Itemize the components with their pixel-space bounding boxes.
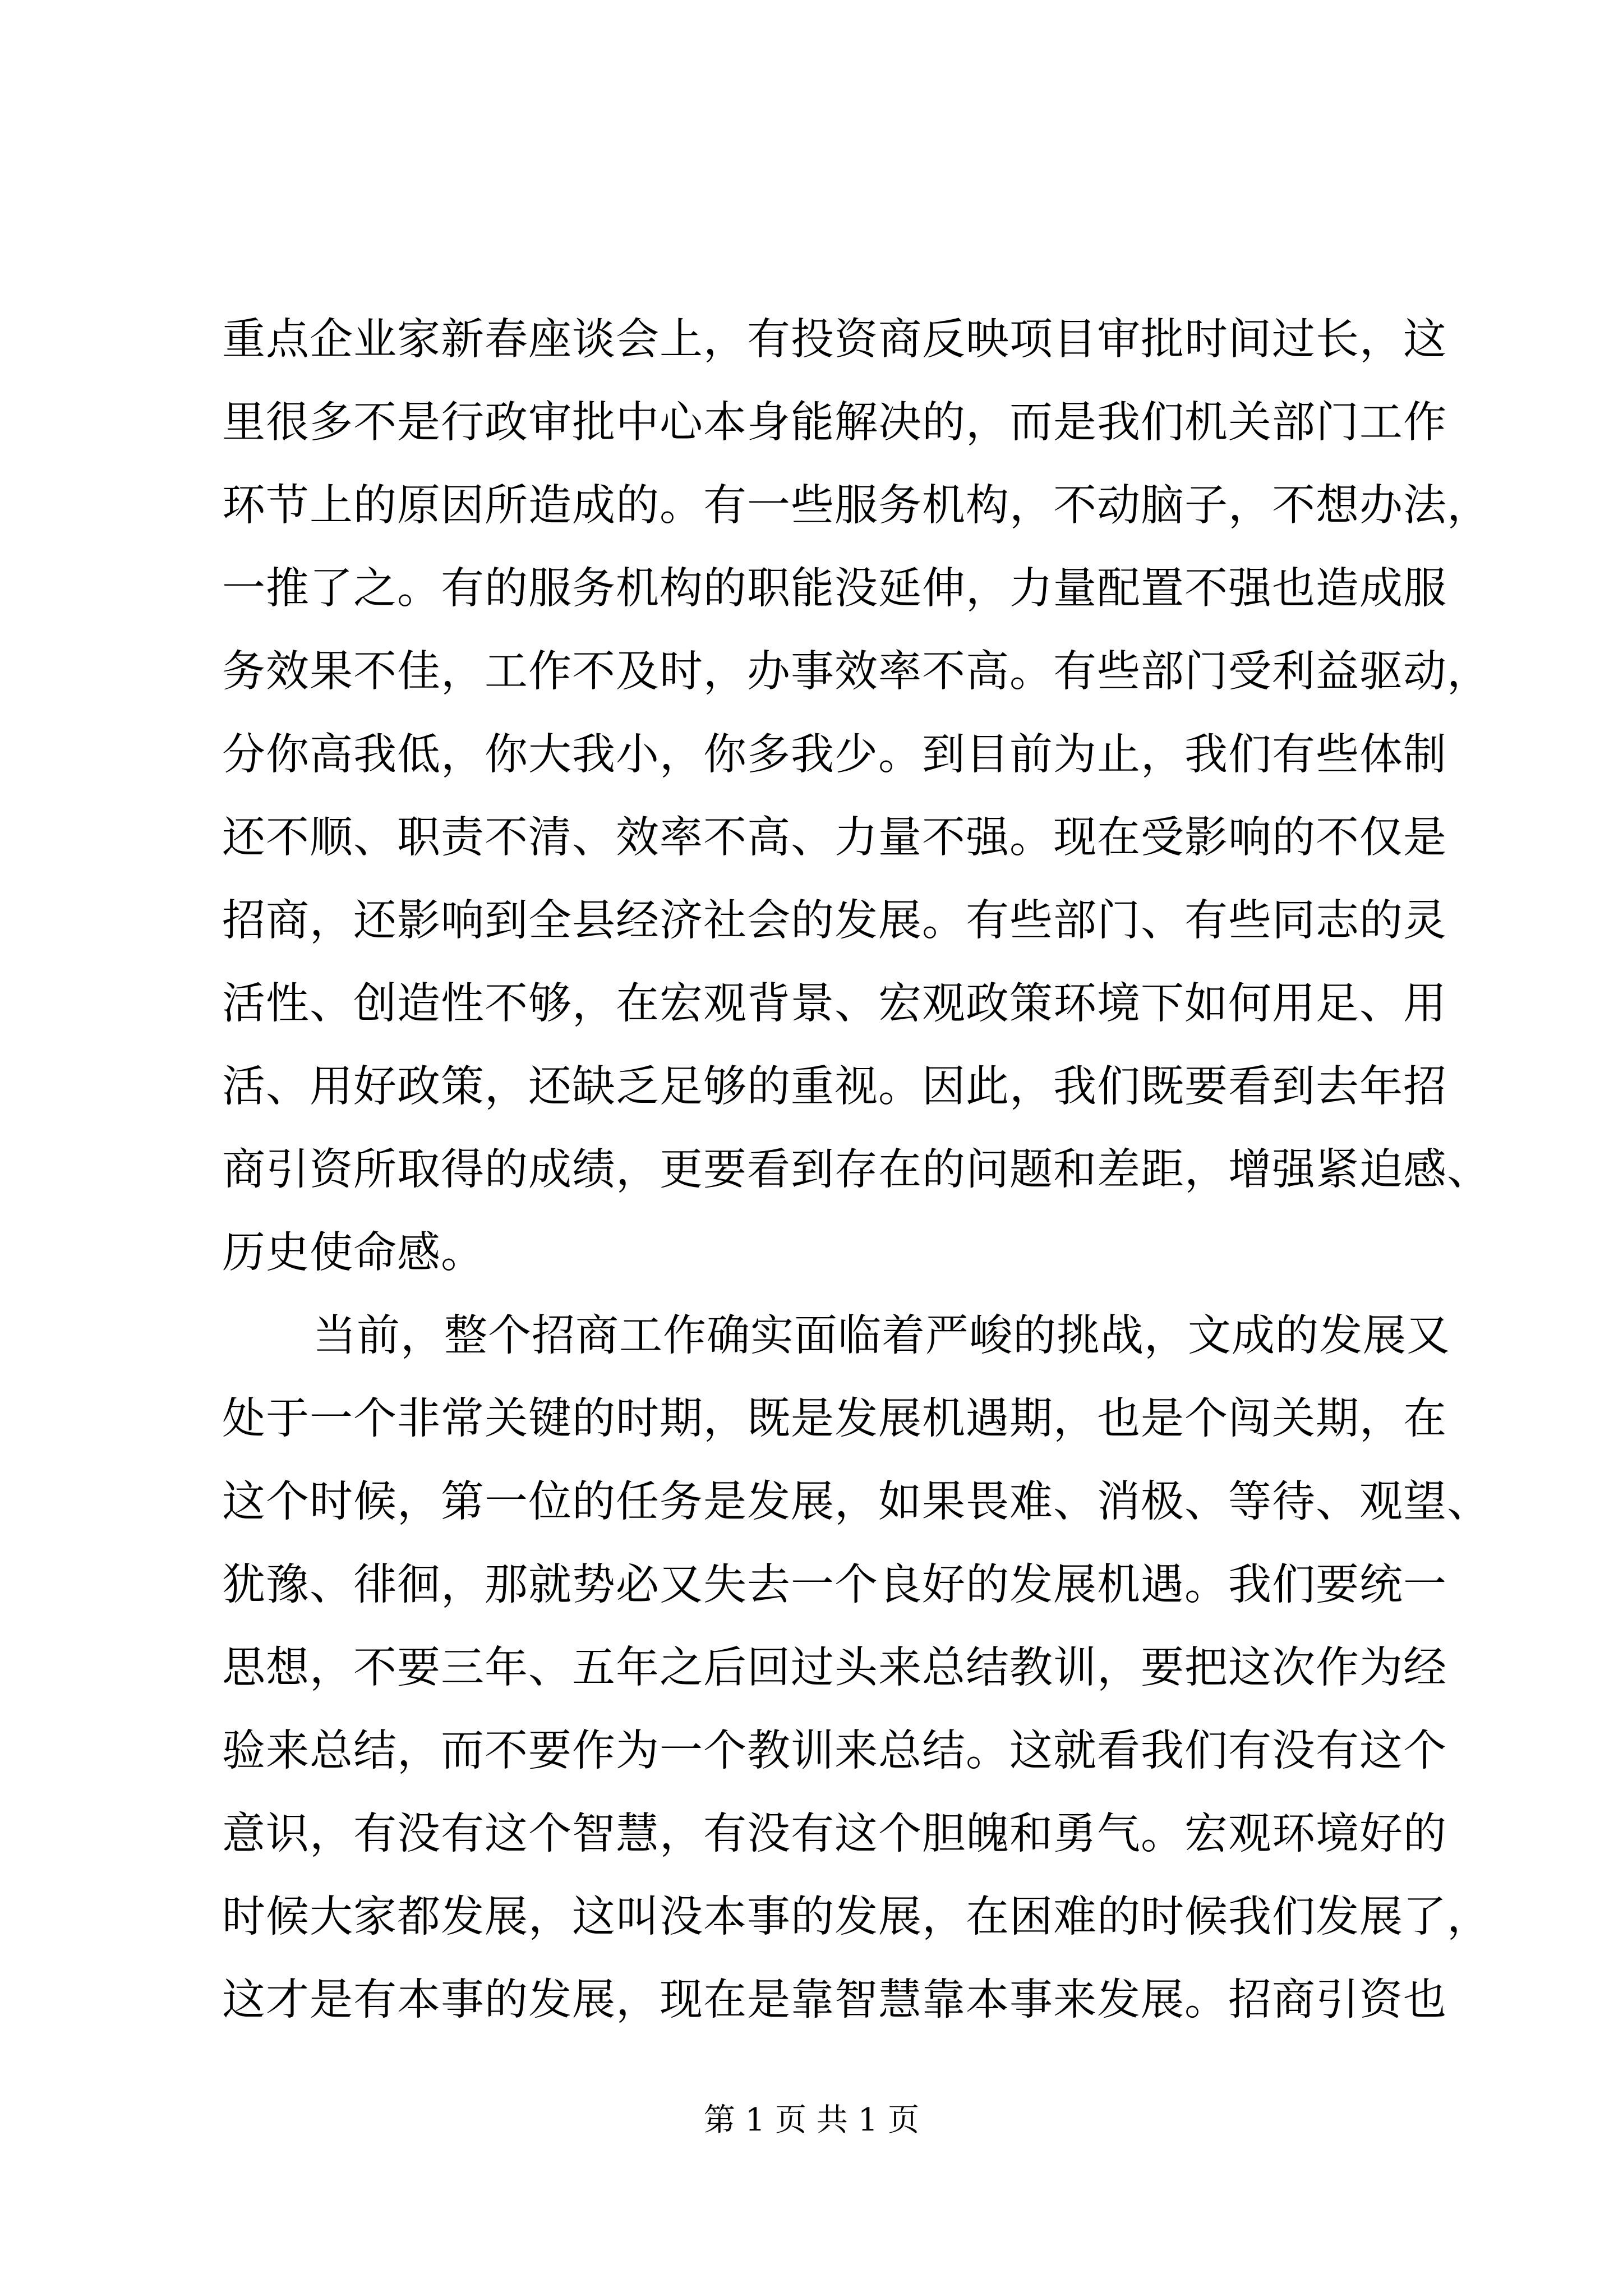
- text-line: 还不顺、职责不清、效率不高、力量不强。现在受影响的不仅是: [222, 813, 1447, 863]
- text-line: 这才是有本事的发展，现在是靠智慧靠本事来发展。招商引资也: [222, 1975, 1447, 2025]
- text-line: 招商，还影响到全县经济社会的发展。有些部门、有些同志的灵: [222, 896, 1447, 946]
- text-line: 时候大家都发展，这叫没本事的发展，在困难的时候我们发展了，: [222, 1892, 1491, 1942]
- text-line: 里很多不是行政审批中心本身能解决的，而是我们机关部门工作: [222, 398, 1447, 448]
- page-footer: 第 1 页 共 1 页: [703, 2102, 920, 2138]
- text-line: 一推了之。有的服务机构的职能没延伸，力量配置不强也造成服: [222, 564, 1447, 614]
- text-line: 思想，不要三年、五年之后回过头来总结教训，要把这次作为经: [222, 1643, 1447, 1693]
- text-line: 重点企业家新春座谈会上，有投资商反映项目审批时间过长，这: [222, 315, 1447, 365]
- text-line: 环节上的原因所造成的。有一些服务机构，不动脑子，不想办法，: [222, 481, 1491, 531]
- text-line: 活、用好政策，还缺乏足够的重视。因此，我们既要看到去年招: [222, 1062, 1447, 1112]
- text-line: 分你高我低，你大我小，你多我少。到目前为止，我们有些体制: [222, 730, 1447, 780]
- text-line: 犹豫、徘徊，那就势必又失去一个良好的发展机遇。我们要统一: [222, 1560, 1447, 1610]
- text-line: 意识，有没有这个智慧，有没有这个胆魄和勇气。宏观环境好的: [222, 1809, 1447, 1859]
- text-line: 商引资所取得的成绩，更要看到存在的问题和差距，增强紧迫感、: [222, 1145, 1491, 1195]
- document-body: [222, 298, 1491, 2042]
- text-line: 务效果不佳，工作不及时，办事效率不高。有些部门受利益驱动，: [222, 647, 1491, 697]
- text-line: 活性、创造性不够，在宏观背景、宏观政策环境下如何用足、用: [222, 979, 1447, 1029]
- text-line: 这个时候，第一位的任务是发展，如果畏难、消极、等待、观望、: [222, 1477, 1491, 1527]
- text-line: 处于一个非常关键的时期，既是发展机遇期，也是个闯关期，在: [222, 1394, 1447, 1444]
- paragraph-first-line: 当前，整个招商工作确实面临着严峻的挑战，文成的发展又: [313, 1311, 1450, 1361]
- text-line: 验来总结，而不要作为一个教训来总结。这就看我们有没有这个: [222, 1726, 1447, 1776]
- text-line: 历史使命感。: [222, 1228, 485, 1278]
